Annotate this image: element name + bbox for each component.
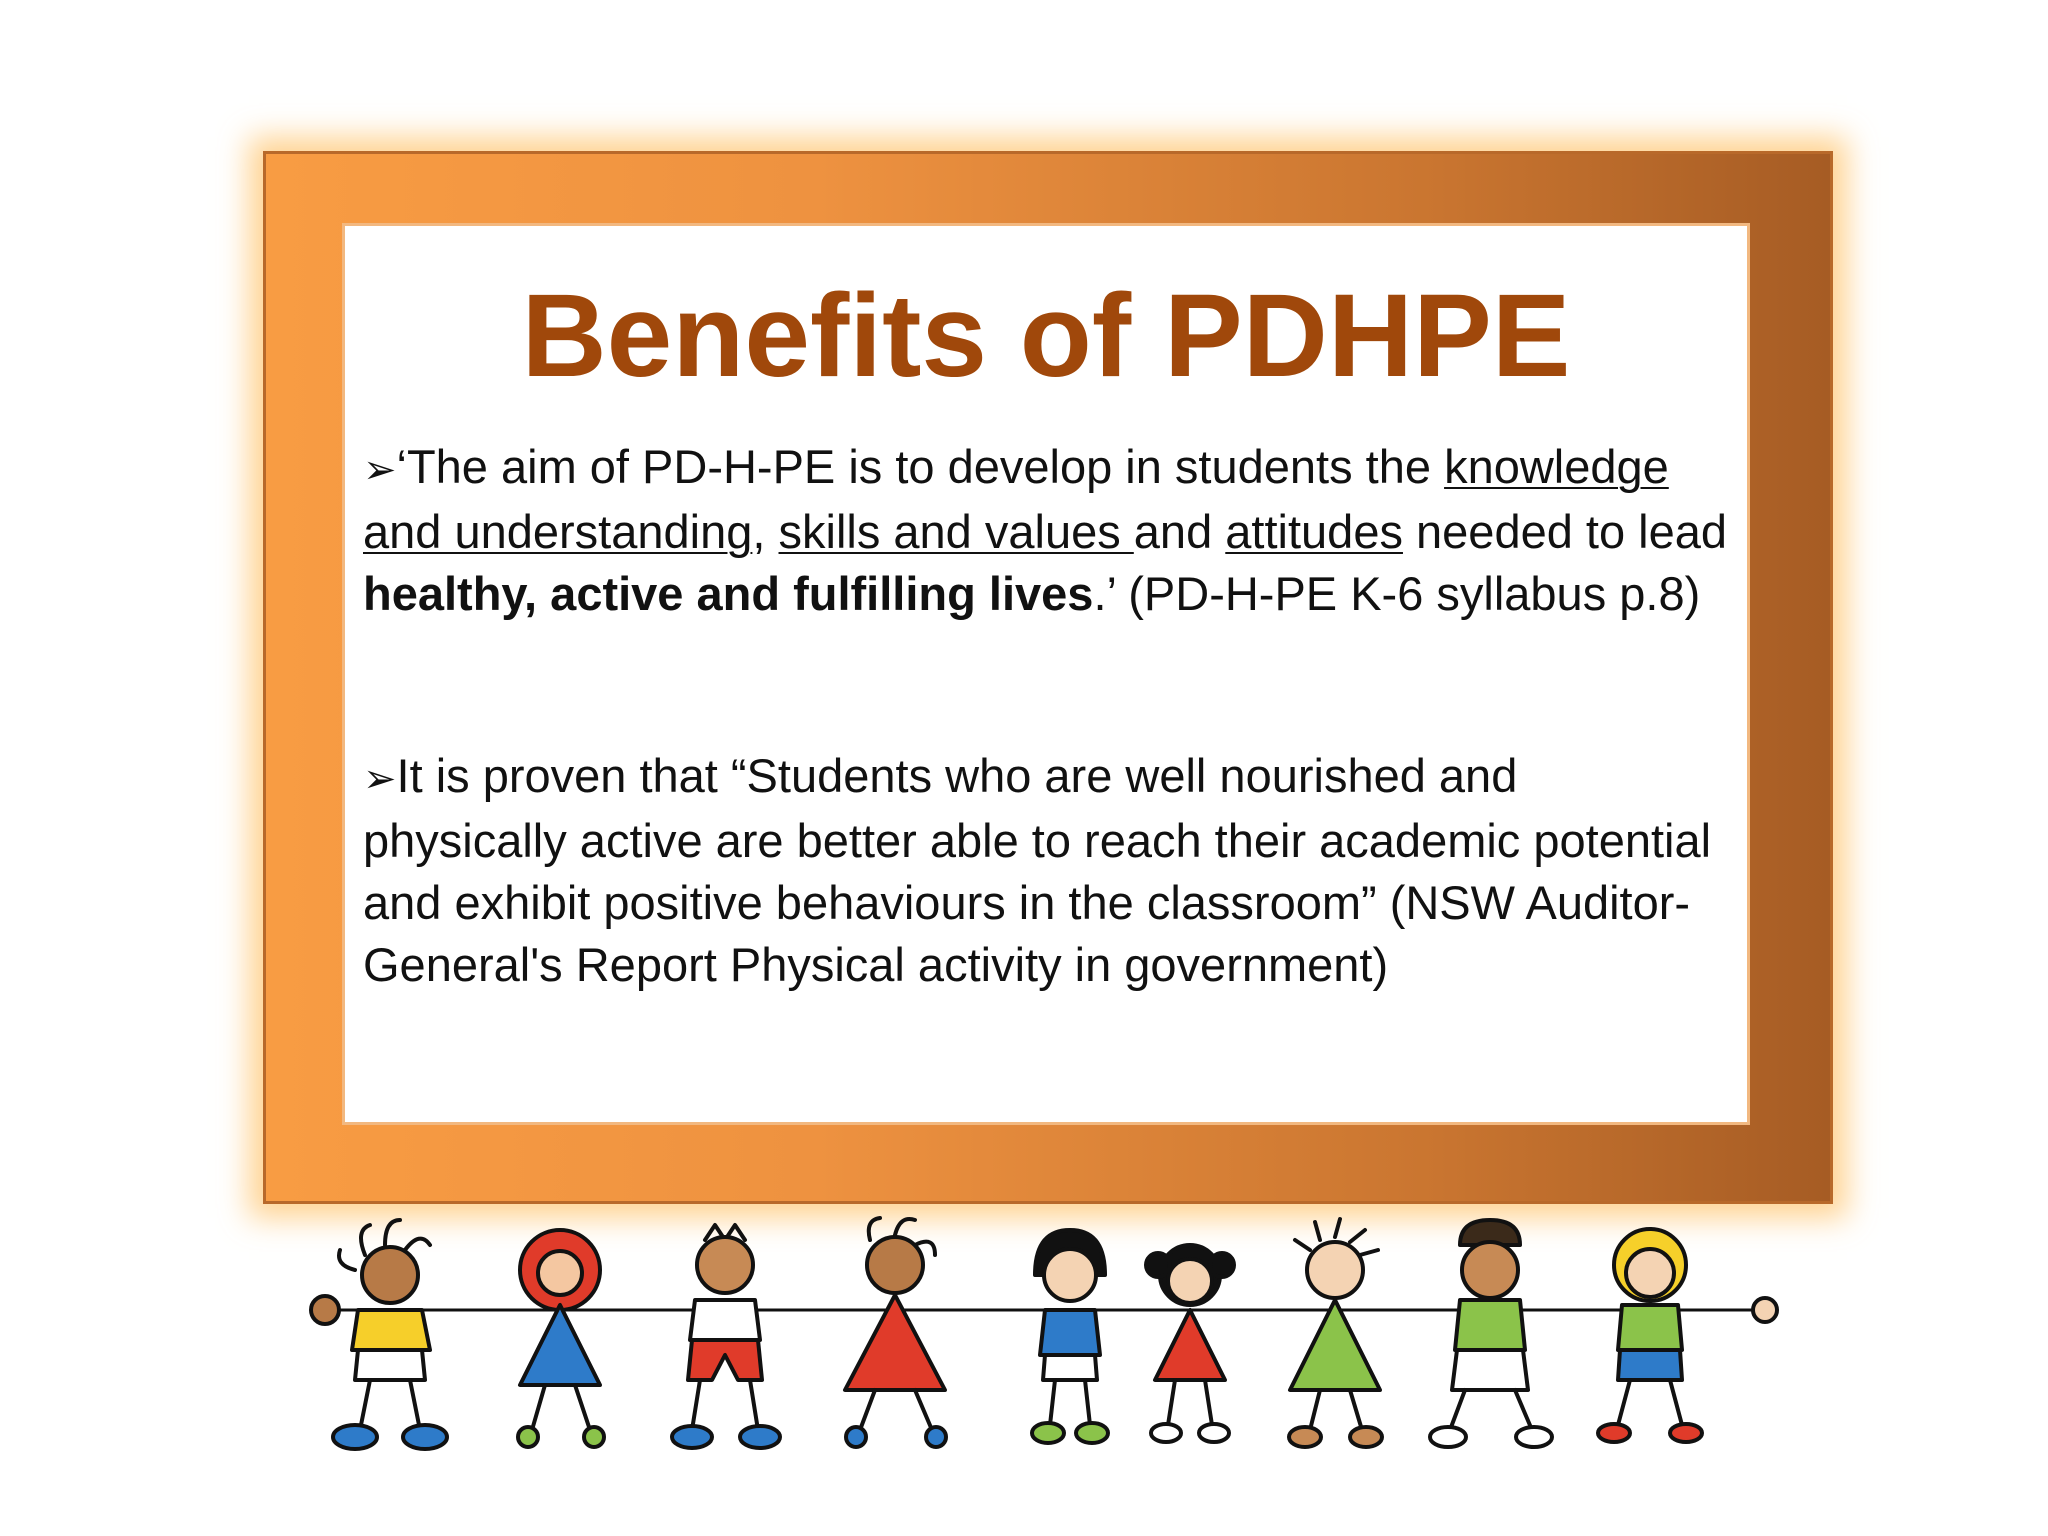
arrowhead-bullet-icon: ➢ xyxy=(363,447,397,493)
kid-3-icon xyxy=(672,1225,780,1448)
aim-skills: skills and values xyxy=(778,505,1134,558)
aim-citation: .’ (PD-H-PE K-6 syllabus p.8) xyxy=(1093,567,1701,620)
kid-4-icon xyxy=(845,1218,946,1447)
bullet-aim-quote xyxy=(363,436,1733,625)
kid-8-icon xyxy=(1430,1220,1552,1447)
kid-9-icon xyxy=(1598,1229,1777,1442)
cartoon-children-holding-hands-icon xyxy=(300,1215,1800,1465)
kid-6-icon xyxy=(1146,1245,1234,1442)
content-panel xyxy=(345,226,1747,1122)
bullet-proven-quote xyxy=(363,745,1733,996)
arrowhead-bullet-icon: ➢ xyxy=(363,756,397,802)
aim-knowledge: knowledge and understanding xyxy=(363,440,1669,558)
kid-1-icon xyxy=(311,1220,447,1449)
proven-text: It is proven that “Students who are well nourished and physically active are better able to reach their academic potential and exhibit positive behaviours in the classroom” (NSW Auditor-General's Report Physical activity in government) xyxy=(363,749,1712,991)
kid-5-icon xyxy=(1032,1230,1108,1443)
aim-text-3: and xyxy=(1133,505,1226,558)
kid-2-icon xyxy=(518,1230,604,1447)
kid-7-icon xyxy=(1289,1219,1382,1447)
slide-title: Benefits of PDHPE xyxy=(521,270,1571,402)
aim-text-1: ‘The aim of PD-H-PE is to develop in students the xyxy=(396,440,1445,493)
aim-attitudes: attitudes xyxy=(1225,505,1403,558)
aim-text-4: needed to lead xyxy=(1402,505,1728,558)
aim-text-2: , xyxy=(752,505,779,558)
aim-healthy-lives: healthy, active and fulfilling lives xyxy=(363,567,1094,620)
